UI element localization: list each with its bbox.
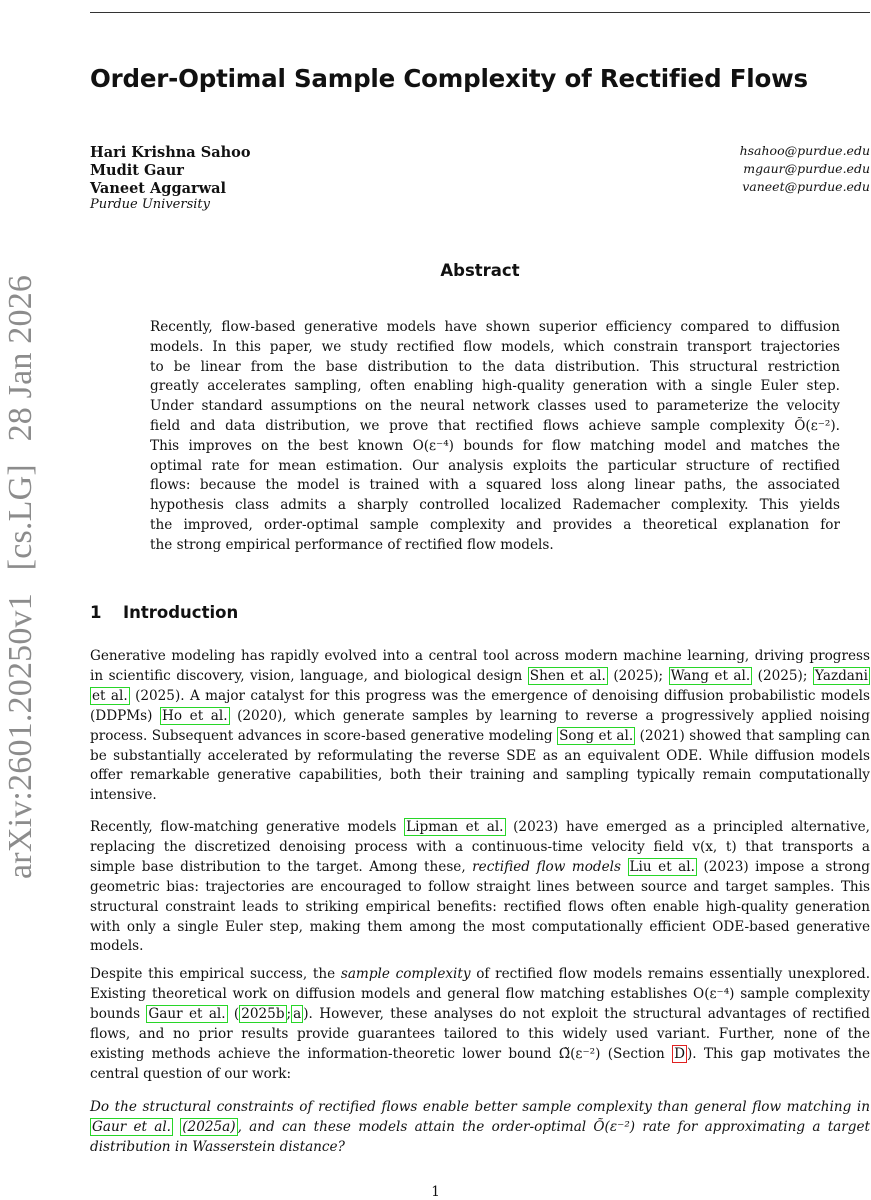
emphasis-term: sample complexity <box>340 966 471 982</box>
arxiv-date: 28 Jan 2026 <box>2 274 39 442</box>
citation-link[interactable]: et al. <box>92 687 128 704</box>
text-line: models. <box>90 938 144 955</box>
section-title: Introduction <box>123 603 239 622</box>
text-line: in scientific discovery, vision, language, and biological design Shen et al. (2025); Wang et al. (2025); Yazdani <box>90 667 869 684</box>
abstract-line: Under standard assumptions on the neural network classes used to parameterize the velocity <box>150 398 840 415</box>
text-line: process. Subsequent advances in score-based generative modeling Song et al. (2021) showed that sampling can <box>90 727 870 744</box>
abstract-line: the improved, order-optimal sample complexity and provides a theoretical explanation for <box>150 516 840 533</box>
text-line: Generative modeling has rapidly evolved into a central tool across modern machine learning, driving progress <box>90 648 870 664</box>
author-name: Mudit Gaur <box>90 162 184 179</box>
citation-year: (2025) <box>613 667 659 684</box>
abstract-line: models. In this paper, we study rectified flow models, which constrain transport trajectories <box>150 338 840 355</box>
text-line: bounds Gaur et al. ( 2025b ; a ). However, these analyses do not exploit the structural advantages of rectified <box>90 1005 871 1022</box>
citation-year: (2020) <box>237 707 283 724</box>
text-line: structural constraint leads to striking empirical benefits: rectified flows often enable high-quality generation <box>90 898 870 915</box>
text-line: existing methods achieve the information-theoretic lower bound Ω̃(ε⁻²) (Section D ). This gap motivates the <box>90 1045 870 1062</box>
citation-link[interactable]: Wang et al. <box>670 667 751 684</box>
text-line: et al. (2025). A major catalyst for this progress was the emergence of denoising diffusion probabilistic models <box>92 687 871 704</box>
text-line: Despite this empirical success, the sample complexity of rectified flow models remains essentially unexplored. <box>90 966 871 982</box>
citation-year: (2023) <box>703 858 749 875</box>
citation-year: (2025) <box>135 687 181 704</box>
author-email[interactable]: mgaur@purdue.edu <box>743 161 870 176</box>
citation-link[interactable]: Gaur et al. <box>148 1005 226 1022</box>
citation-link[interactable]: Gaur et al. <box>92 1118 171 1135</box>
citation-year: (2023) <box>513 819 559 835</box>
section-number: 1 <box>90 603 102 622</box>
text-line: central question of our work: <box>90 1065 292 1082</box>
text-line: Do the structural constraints of rectified flows enable better sample complexity than general flow matching in <box>90 1099 870 1115</box>
page-number: 1 <box>431 1184 440 1200</box>
text-line: be substantially accelerated by reformulating the reverse SDE as an equivalent ODE. While diffusion models <box>90 747 870 764</box>
emphasis-term: rectified flow models <box>472 858 621 875</box>
citation-link[interactable]: a <box>293 1005 302 1022</box>
intro-paragraph-2 <box>90 818 870 957</box>
citation-link[interactable]: Liu et al. <box>629 858 695 875</box>
text-line: distribution in Wasserstein distance? <box>90 1138 345 1155</box>
citation-link[interactable]: Shen et al. <box>529 667 606 684</box>
section-heading-introduction <box>90 603 238 622</box>
header-rule <box>90 12 870 13</box>
citation-link[interactable]: Lipman et al. <box>406 819 504 835</box>
text-line: replacing the discretized denoising process with a continuous-time velocity field v(x, t) that transports a <box>90 838 870 855</box>
text-line: Gaur et al. (2025a) , and can these models attain the order-optimal Õ(ε⁻²) rate for approximating a target <box>92 1118 870 1135</box>
abstract-line: Recently, flow-based generative models have shown superior efficiency compared to diffusion <box>150 319 840 335</box>
abstract-line: the strong empirical performance of rectified flow models. <box>150 536 554 553</box>
text-line: intensive. <box>90 787 157 804</box>
arxiv-sidebar-stamp <box>2 261 40 879</box>
text-line: with only a single Euler step, making them among the most computationally efficient ODE-based generative <box>90 918 870 935</box>
text-line: Recently, flow-matching generative models Lipman et al. (2023) have emerged as a principled alternative, <box>90 819 870 835</box>
arxiv-category: [cs.LG] <box>2 464 39 571</box>
arxiv-id[interactable]: arXiv:2601.20250v1 <box>2 593 39 879</box>
abstract-body <box>150 318 840 556</box>
author-row <box>90 142 870 160</box>
abstract-line: to be linear from the base distribution to the data distribution. This structural restriction <box>150 358 840 375</box>
text-line: simple base distribution to the target. Among these, rectified flow models Liu et al. (2023) impose a strong <box>90 858 870 875</box>
section-reference-link[interactable]: D <box>674 1045 685 1062</box>
citation-link[interactable]: Ho et al. <box>162 707 228 724</box>
abstract-line: This improves on the best known O(ε⁻⁴) bounds for flow matching model and matches the <box>150 437 840 454</box>
abstract-heading: Abstract <box>440 261 520 280</box>
author-email[interactable]: hsahoo@purdue.edu <box>739 143 870 158</box>
citation-link[interactable]: Song et al. <box>559 727 634 744</box>
text-line: Existing theoretical work on diffusion models and general flow matching establishes O(ε⁻⁴) sample complexity <box>90 985 870 1002</box>
paper-title: Order-Optimal Sample Complexity of Rectified Flows <box>90 64 808 93</box>
citation-link[interactable]: 2025b <box>241 1005 285 1022</box>
research-question <box>90 1098 870 1158</box>
abstract-line: field and data distribution, we prove that rectified flows achieve sample complexity Õ(ε⁻²). <box>150 417 840 434</box>
citation-year: (2025) <box>757 667 803 684</box>
author-row <box>90 178 870 196</box>
abstract-line: greatly accelerates sampling, often enabling high-quality generation with a single Euler step. <box>150 378 840 395</box>
author-name: Hari Krishna Sahoo <box>90 144 251 161</box>
intro-paragraph-1 <box>90 647 870 806</box>
text-line: geometric bias: trajectories are encouraged to follow straight lines between source and target samples. This <box>90 878 870 895</box>
affiliation: Purdue University <box>90 197 210 212</box>
abstract-line: hypothesis class admits a sharply controlled localized Rademacher complexity. This yields <box>150 497 840 514</box>
abstract-line: flows: because the model is trained with a squared loss along linear paths, the associated <box>150 477 840 494</box>
author-name: Vaneet Aggarwal <box>90 180 227 197</box>
citation-year: (2021) <box>639 727 685 744</box>
citation-link[interactable]: (2025a) <box>182 1118 236 1135</box>
intro-paragraph-3 <box>90 965 870 1084</box>
author-row <box>90 160 870 178</box>
author-block <box>90 142 870 212</box>
text-line: (DDPMs) Ho et al. (2020), which generate samples by learning to reverse a progressively applied noising <box>90 707 870 724</box>
abstract-line: optimal rate for mean estimation. Our analysis exploits the particular structure of rectified <box>150 457 840 474</box>
citation-link[interactable]: Yazdani <box>814 667 869 684</box>
text-line: flows, and no prior results provide guarantees tailored to this widely used variant. Further, none of the <box>90 1025 870 1042</box>
author-email[interactable]: vaneet@purdue.edu <box>742 179 870 194</box>
text-line: offer remarkable generative capabilities, both their training and sampling typically remain computationally <box>90 767 870 784</box>
